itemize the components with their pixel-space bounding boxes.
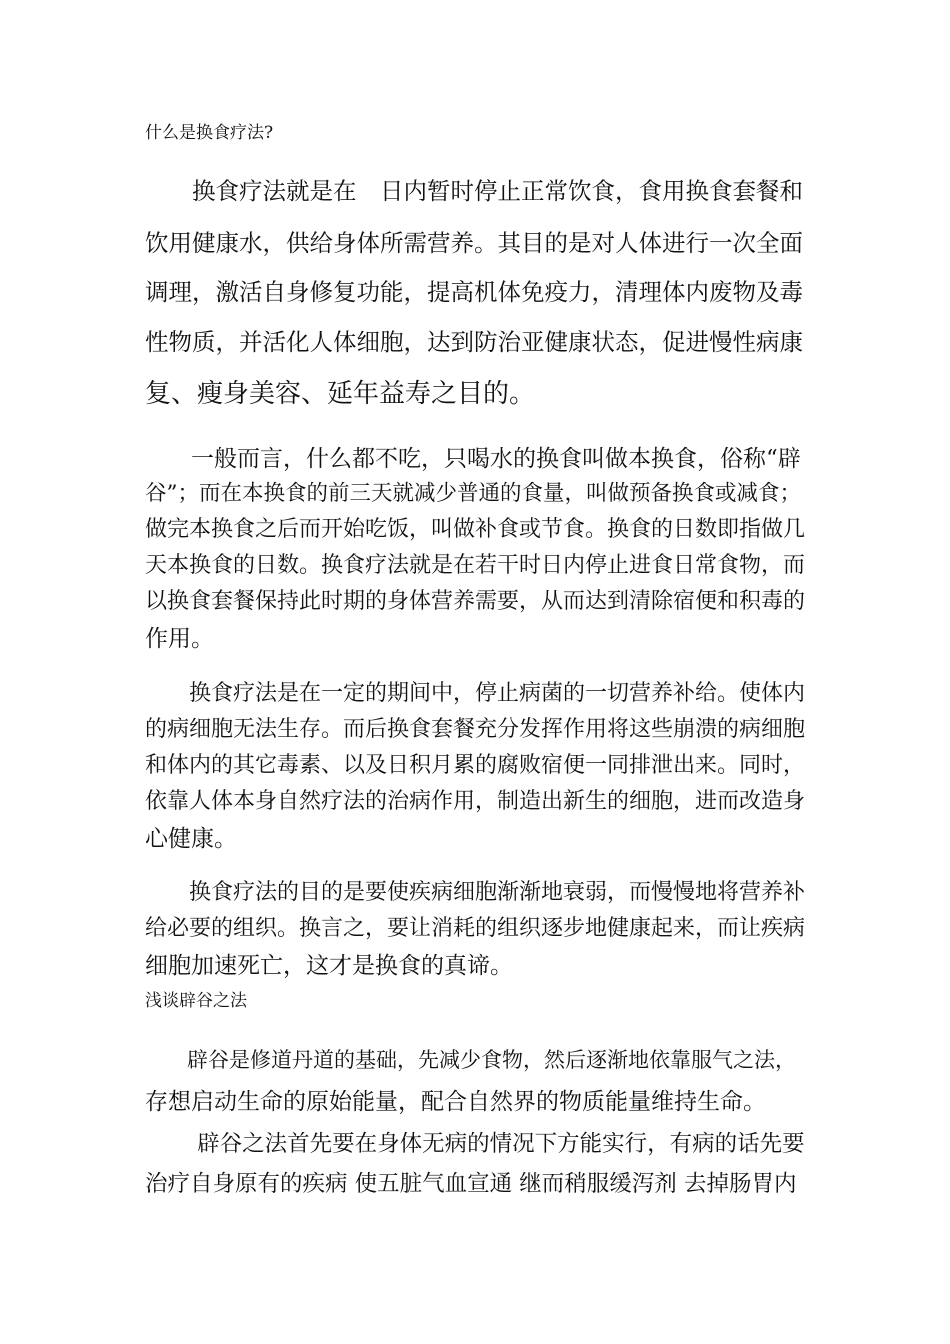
paragraph-line: 和体内的其它毒素、以及日积月累的腐败宿便一同排泄出来。同时， — [145, 753, 806, 778]
section-heading-bigu: 浅谈辟谷之法 — [145, 991, 247, 1011]
section-heading-what-is: 什么是换食疗法? — [145, 123, 274, 143]
paragraph-line: 的病细胞无法生存。而后换食套餐充分发挥作用将这些崩溃的病细胞 — [145, 717, 806, 742]
paragraph-line: 天本换食的日数。换食疗法就是在若干时日内停止进食日常食物，而 — [145, 553, 806, 578]
paragraph-line: 给必要的组织。换言之，要让消耗的组织逐步地健康起来，而让疾病 — [145, 916, 806, 941]
paragraph-line: 饮用健康水，供给身体所需营养。其目的是对人体进行一次全面 — [145, 229, 803, 257]
paragraph-line: 细胞加速死亡，这才是换食的真谛。 — [145, 953, 513, 979]
paragraph-line: 调理，激活自身修复功能，提高机体免疫力，清理体内废物及毒 — [145, 278, 803, 306]
paragraph-line: 以换食套餐保持此时期的身体营养需要，从而达到清除宿便和积毒的 — [145, 589, 806, 614]
paragraph-line: 治疗自身原有的疾病 使五脏气血宣通 继而稍服缓泻剂 去掉肠胃内 — [145, 1171, 797, 1197]
paragraph-line: 复、瘦身美容、延年益寿之目的。 — [145, 379, 536, 409]
paragraph-line: 换食疗法是在一定的期间中，停止病菌的一切营养补给。使体内 — [145, 681, 806, 706]
paragraph-line: 性物质，并活化人体细胞，达到防治亚健康状态，促进慢性病康 — [145, 328, 803, 356]
paragraph-line: 存想启动生命的原始能量，配合自然界的物质能量维持生命。 — [145, 1089, 766, 1115]
paragraph-line: 辟谷是修道丹道的基础，先减少食物，然后逐渐地依靠服气之法， — [145, 1048, 796, 1072]
paragraph-line: 换食疗法就是在 日内暂时停止正常饮食，食用换食套餐和 — [145, 177, 803, 205]
paragraph-line: 作用。 — [145, 626, 214, 652]
paragraph-line: 依靠人体本身自然疗法的治病作用，制造出新生的细胞，进而改造身 — [145, 789, 806, 814]
paragraph-line: 做完本换食之后而开始吃饭，叫做补食或节食。换食的日数即指做几 — [145, 517, 806, 542]
paragraph-line: 谷”；而在本换食的前三天就减少普通的食量，叫做预备换食或减食； — [145, 481, 801, 506]
paragraph-line: 心健康。 — [145, 826, 237, 852]
paragraph-line: 一般而言，什么都不吃，只喝水的换食叫做本换食，俗称“辟 — [145, 446, 801, 472]
paragraph-line: 换食疗法的目的是要使疾病细胞渐渐地衰弱，而慢慢地将营养补 — [145, 880, 806, 905]
paragraph-line: 辟谷之法首先要在身体无病的情况下方能实行，有病的话先要 — [145, 1131, 805, 1157]
